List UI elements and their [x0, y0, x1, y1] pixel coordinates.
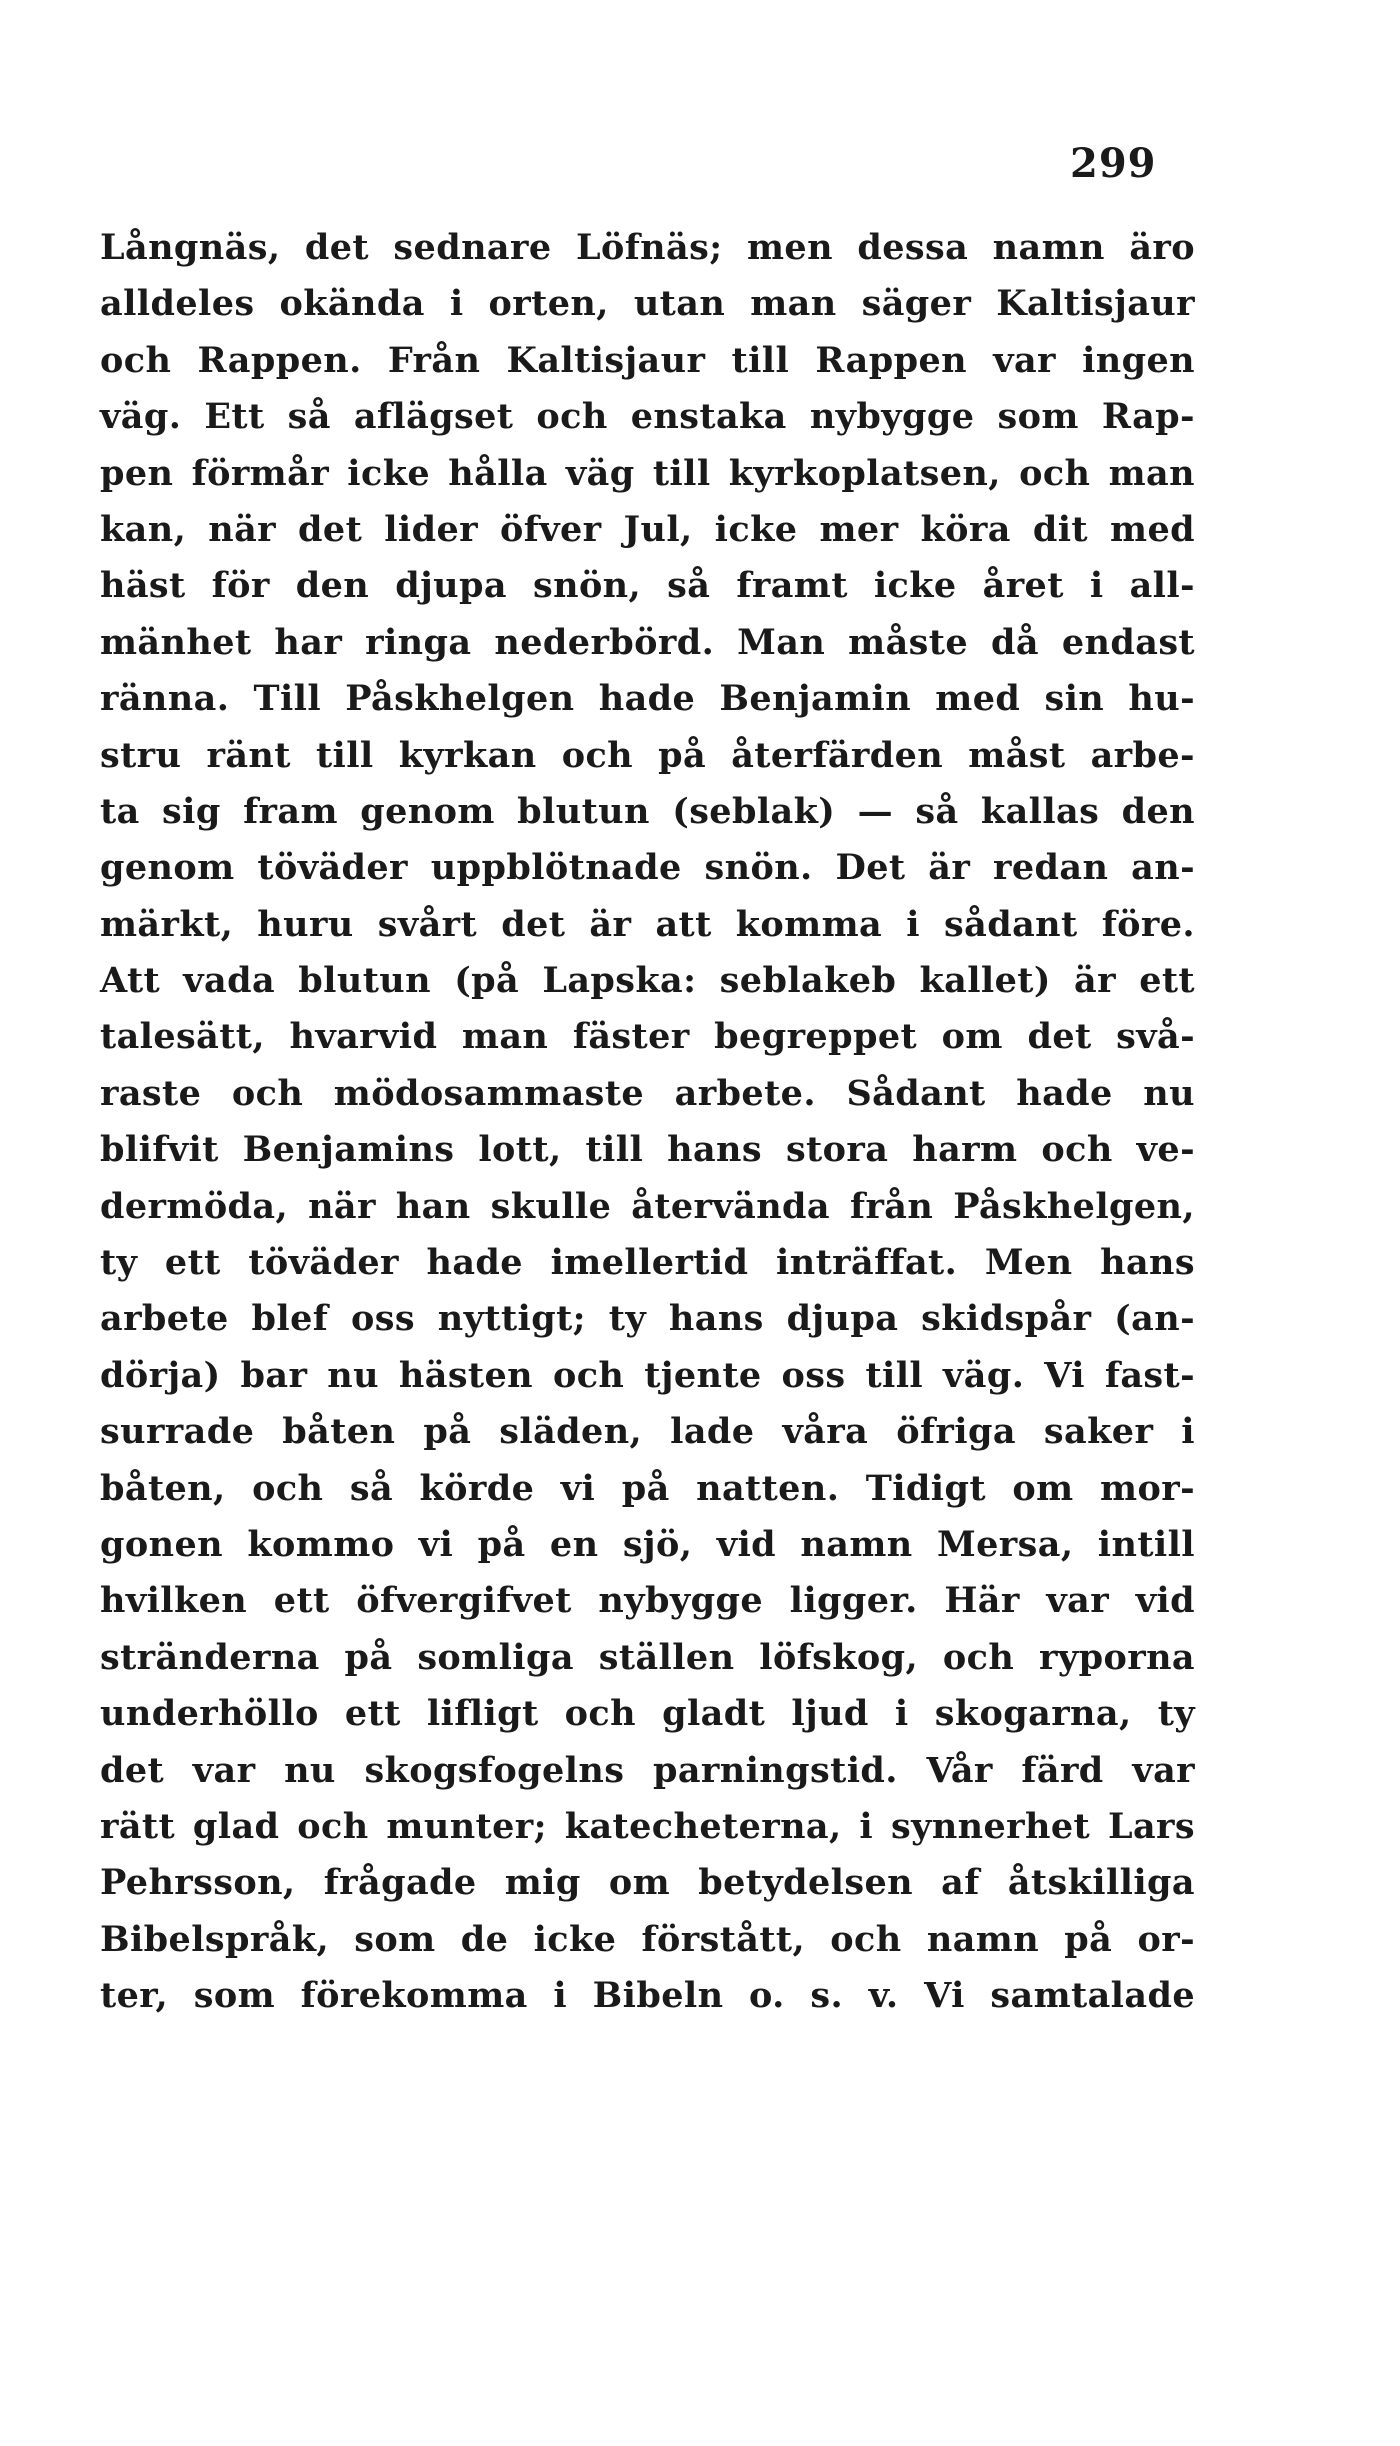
text-line: dermöda, när han skulle återvända från Påskhelgen, — [100, 1185, 1195, 1227]
text-line: märkt, huru svårt det är att komma i sådant före. — [100, 903, 1195, 945]
text-line: väg. Ett så aflägset och enstaka nybygge som Rap- — [100, 396, 1195, 438]
text-line: pen förmår icke hålla väg till kyrkoplatsen, och man — [100, 452, 1195, 494]
text-line: ta sig fram genom blutun (seblak) — så kallas den — [100, 790, 1195, 832]
text-line: genom töväder uppblötnade snön. Det är redan an- — [100, 847, 1195, 889]
text-line: alldeles okända i orten, utan man säger Kaltisjaur — [100, 283, 1195, 325]
text-line: och Rappen. Från Kaltisjaur till Rappen var ingen — [100, 339, 1195, 381]
text-line: ty ett töväder hade imellertid inträffat. Men hans — [100, 1242, 1195, 1284]
text-line: mänhet har ringa nederbörd. Man måste då endast — [100, 621, 1195, 663]
text-line: Pehrsson, frågade mig om betydelsen af åtskilliga — [100, 1862, 1195, 1904]
text-line: surrade båten på släden, lade våra öfriga saker i — [100, 1411, 1195, 1453]
text-line: arbete blef oss nyttigt; ty hans djupa skidspår (an- — [100, 1298, 1195, 1340]
text-line: stränderna på somliga ställen löfskog, och ryporna — [100, 1636, 1195, 1678]
text-line: Att vada blutun (på Lapska: seblakeb kallet) är ett — [100, 960, 1195, 1002]
text-line: häst för den djupa snön, så framt icke året i all- — [100, 565, 1195, 607]
text-line: gonen kommo vi på en sjö, vid namn Mersa, intill — [100, 1523, 1195, 1565]
text-line: blifvit Benjamins lott, till hans stora harm och ve- — [100, 1129, 1195, 1171]
text-line: talesätt, hvarvid man fäster begreppet om det svå- — [100, 1016, 1195, 1058]
text-line: Bibelspråk, som de icke förstått, och namn på or- — [100, 1918, 1195, 1960]
body-text — [100, 220, 1195, 2025]
text-line: underhöllo ett lifligt och gladt ljud i skogarna, ty — [100, 1693, 1195, 1735]
text-line: stru ränt till kyrkan och på återfärden måst arbe- — [100, 734, 1195, 776]
text-line: ränna. Till Påskhelgen hade Benjamin med sin hu- — [100, 678, 1195, 720]
text-line: hvilken ett öfvergifvet nybygge ligger. Här var vid — [100, 1580, 1195, 1622]
page-number: 299 — [1070, 140, 1157, 187]
text-line: Långnäs, det sednare Löfnäs; men dessa namn äro — [100, 227, 1195, 268]
text-line: ter, som förekomma i Bibeln o. s. v. Vi samtalade — [100, 1975, 1195, 2017]
text-line: kan, när det lider öfver Jul, icke mer köra dit med — [100, 508, 1195, 550]
text-line: rätt glad och munter; katecheterna, i synnerhet Lars — [100, 1805, 1195, 1847]
text-line: raste och mödosammaste arbete. Sådant hade nu — [100, 1072, 1195, 1114]
text-line: båten, och så körde vi på natten. Tidigt om mor- — [100, 1467, 1195, 1509]
text-line: dörja) bar nu hästen och tjente oss till väg. Vi fast- — [100, 1354, 1195, 1396]
text-line: det var nu skogsfogelns parningstid. Vår färd var — [100, 1749, 1195, 1791]
